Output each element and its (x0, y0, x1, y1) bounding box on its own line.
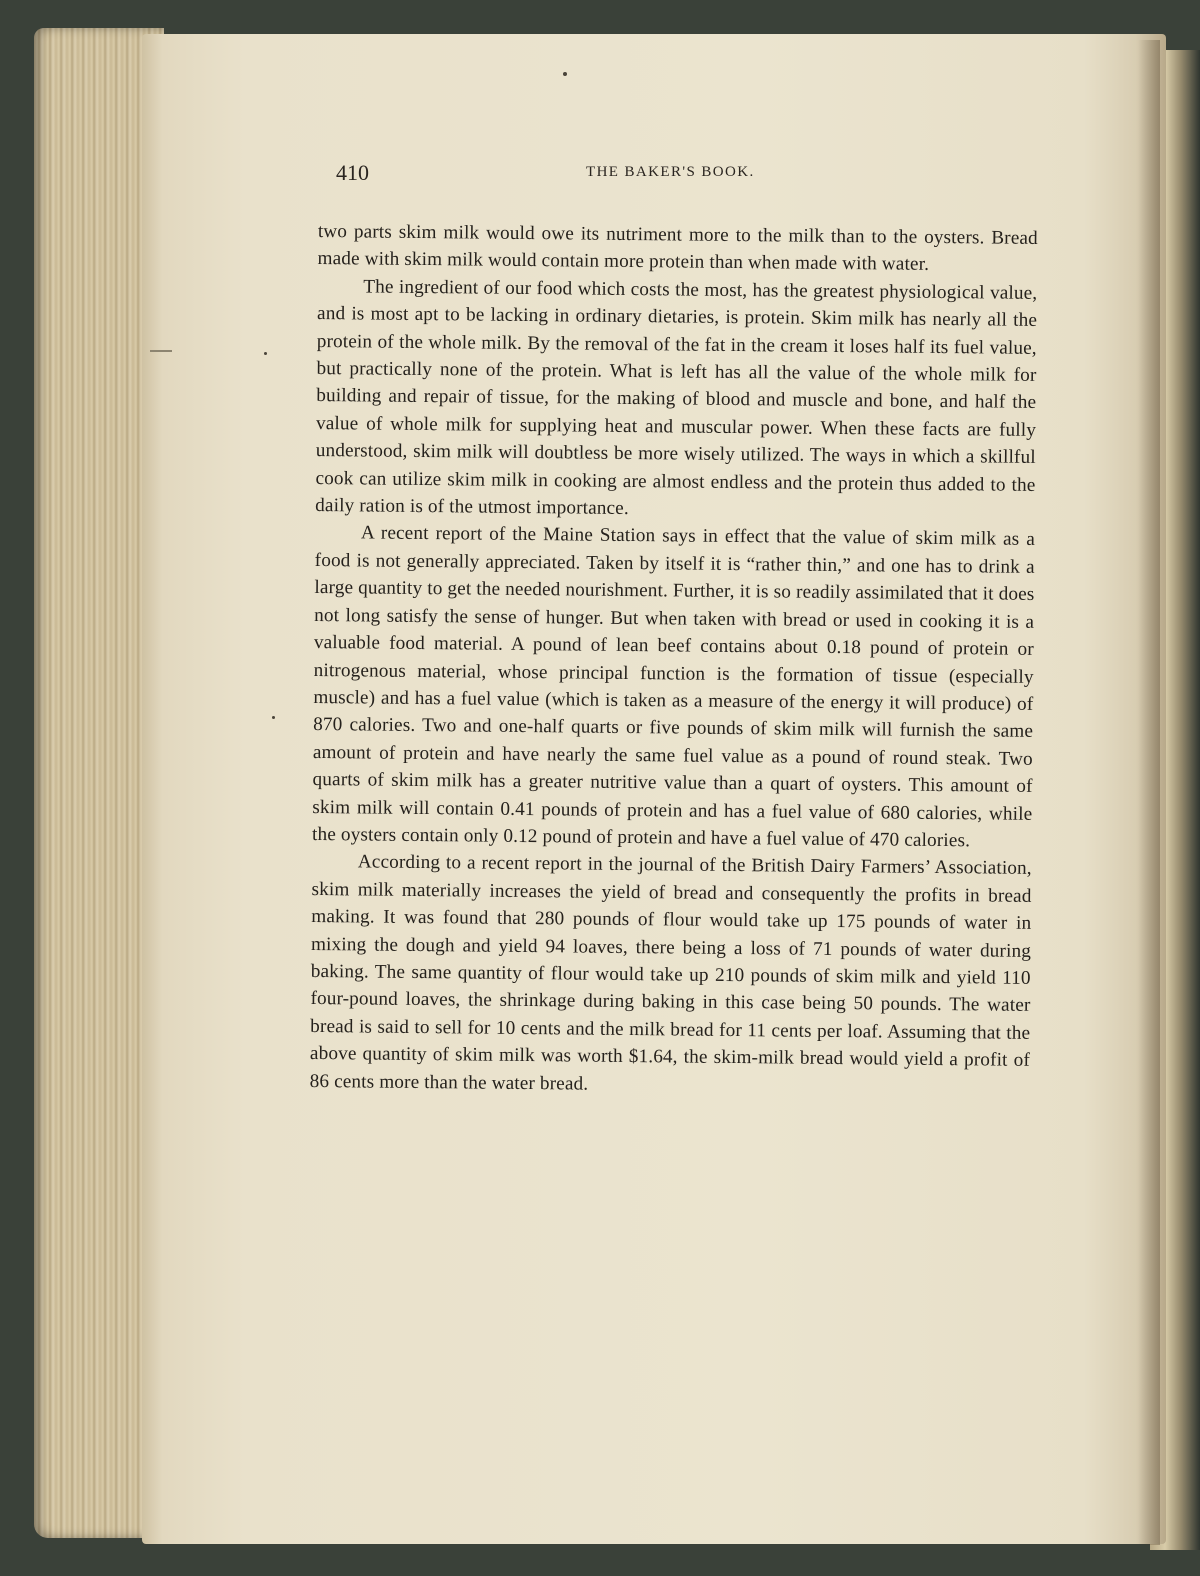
spine-shadow (1138, 40, 1160, 1545)
paragraph: A recent report of the Maine Station says in effect that the value of skim milk as a food is not generally appreciated. Taken by itself it is “rather thin,” and one has to drink a large quantity to get the needed nourishment. Further, it is so readily assimilated that it does not long satisfy the sense of hunger. But when taken with bread or used in cooking it is a valuable food material. A pound of lean beef contains about 0.18 pound of protein or nitrogenous material, whose principal function is the formation of tissue (especially muscle) and has a fuel value (which is taken as a measure of the energy it will produce) of 870 calories. Two and one-half quarts or five pounds of skim milk will furnish the same amount of protein and have nearly the same fuel value as a pound of round steak. Two quarts of skim milk has a greater nutritive value than a quart of oysters. This amount of skim milk will contain 0.41 pounds of protein and has a fuel value of 680 calories, while the oysters contain only 0.12 pound of protein and have a fuel value of 470 calories. (311, 522, 1036, 852)
ink-speck (272, 716, 275, 719)
running-head (328, 160, 1028, 200)
page-number: 410 (336, 160, 369, 185)
ink-speck (264, 352, 267, 355)
book-title: THE BAKER'S BOOK. (586, 164, 755, 180)
margin-mark (150, 350, 172, 352)
paragraph: two parts skim milk would owe its nutriment more to the milk than to the oysters. Bread made with skim milk would contain more protein than when made with water. (317, 220, 1038, 276)
paragraph: According to a recent report in the journal of the British Dairy Farmers’ Association, skim milk materially increases the yield of bread and consequently the profits in bread making. It was found that 280 pounds of flour would take up 175 pounds of water in mixing the dough and yield 94 loaves, there being a loss of 71 pounds of water during baking. The same quantity of flour would take up 210 pounds of skim milk and yield 110 four-pound loaves, the shrinkage during baking in this case being 50 pounds. The water bread is said to sell for 10 cents and the milk bread for 11 cents per loaf. Assuming that the above quantity of skim milk was worth $1.64, the skim-milk bread would yield a profit of 86 cents more than the water bread. (309, 851, 1032, 1095)
ink-speck (563, 72, 567, 76)
body-text (310, 218, 1038, 1102)
paragraph: The ingredient of our food which costs the most, has the greatest physiological value, and is most apt to be lacking in ordinary dietaries, is protein. Skim milk has nearly all the protein of the whole milk. By the removal of the fat in the cream it loses half its fuel value, but practically none of the protein. What is left has all the value of the whole milk for building and repair of tissue, for the making of blood and muscle and bone, and half the value of whole milk for supplying heat and muscular power. When these facts are fully understood, skim milk will doubtless be more wisely utilized. The ways in which a skillful cook can utilize skim milk in cooking are almost endless and the protein thus added to the daily ration is of the utmost importance. (315, 276, 1038, 520)
